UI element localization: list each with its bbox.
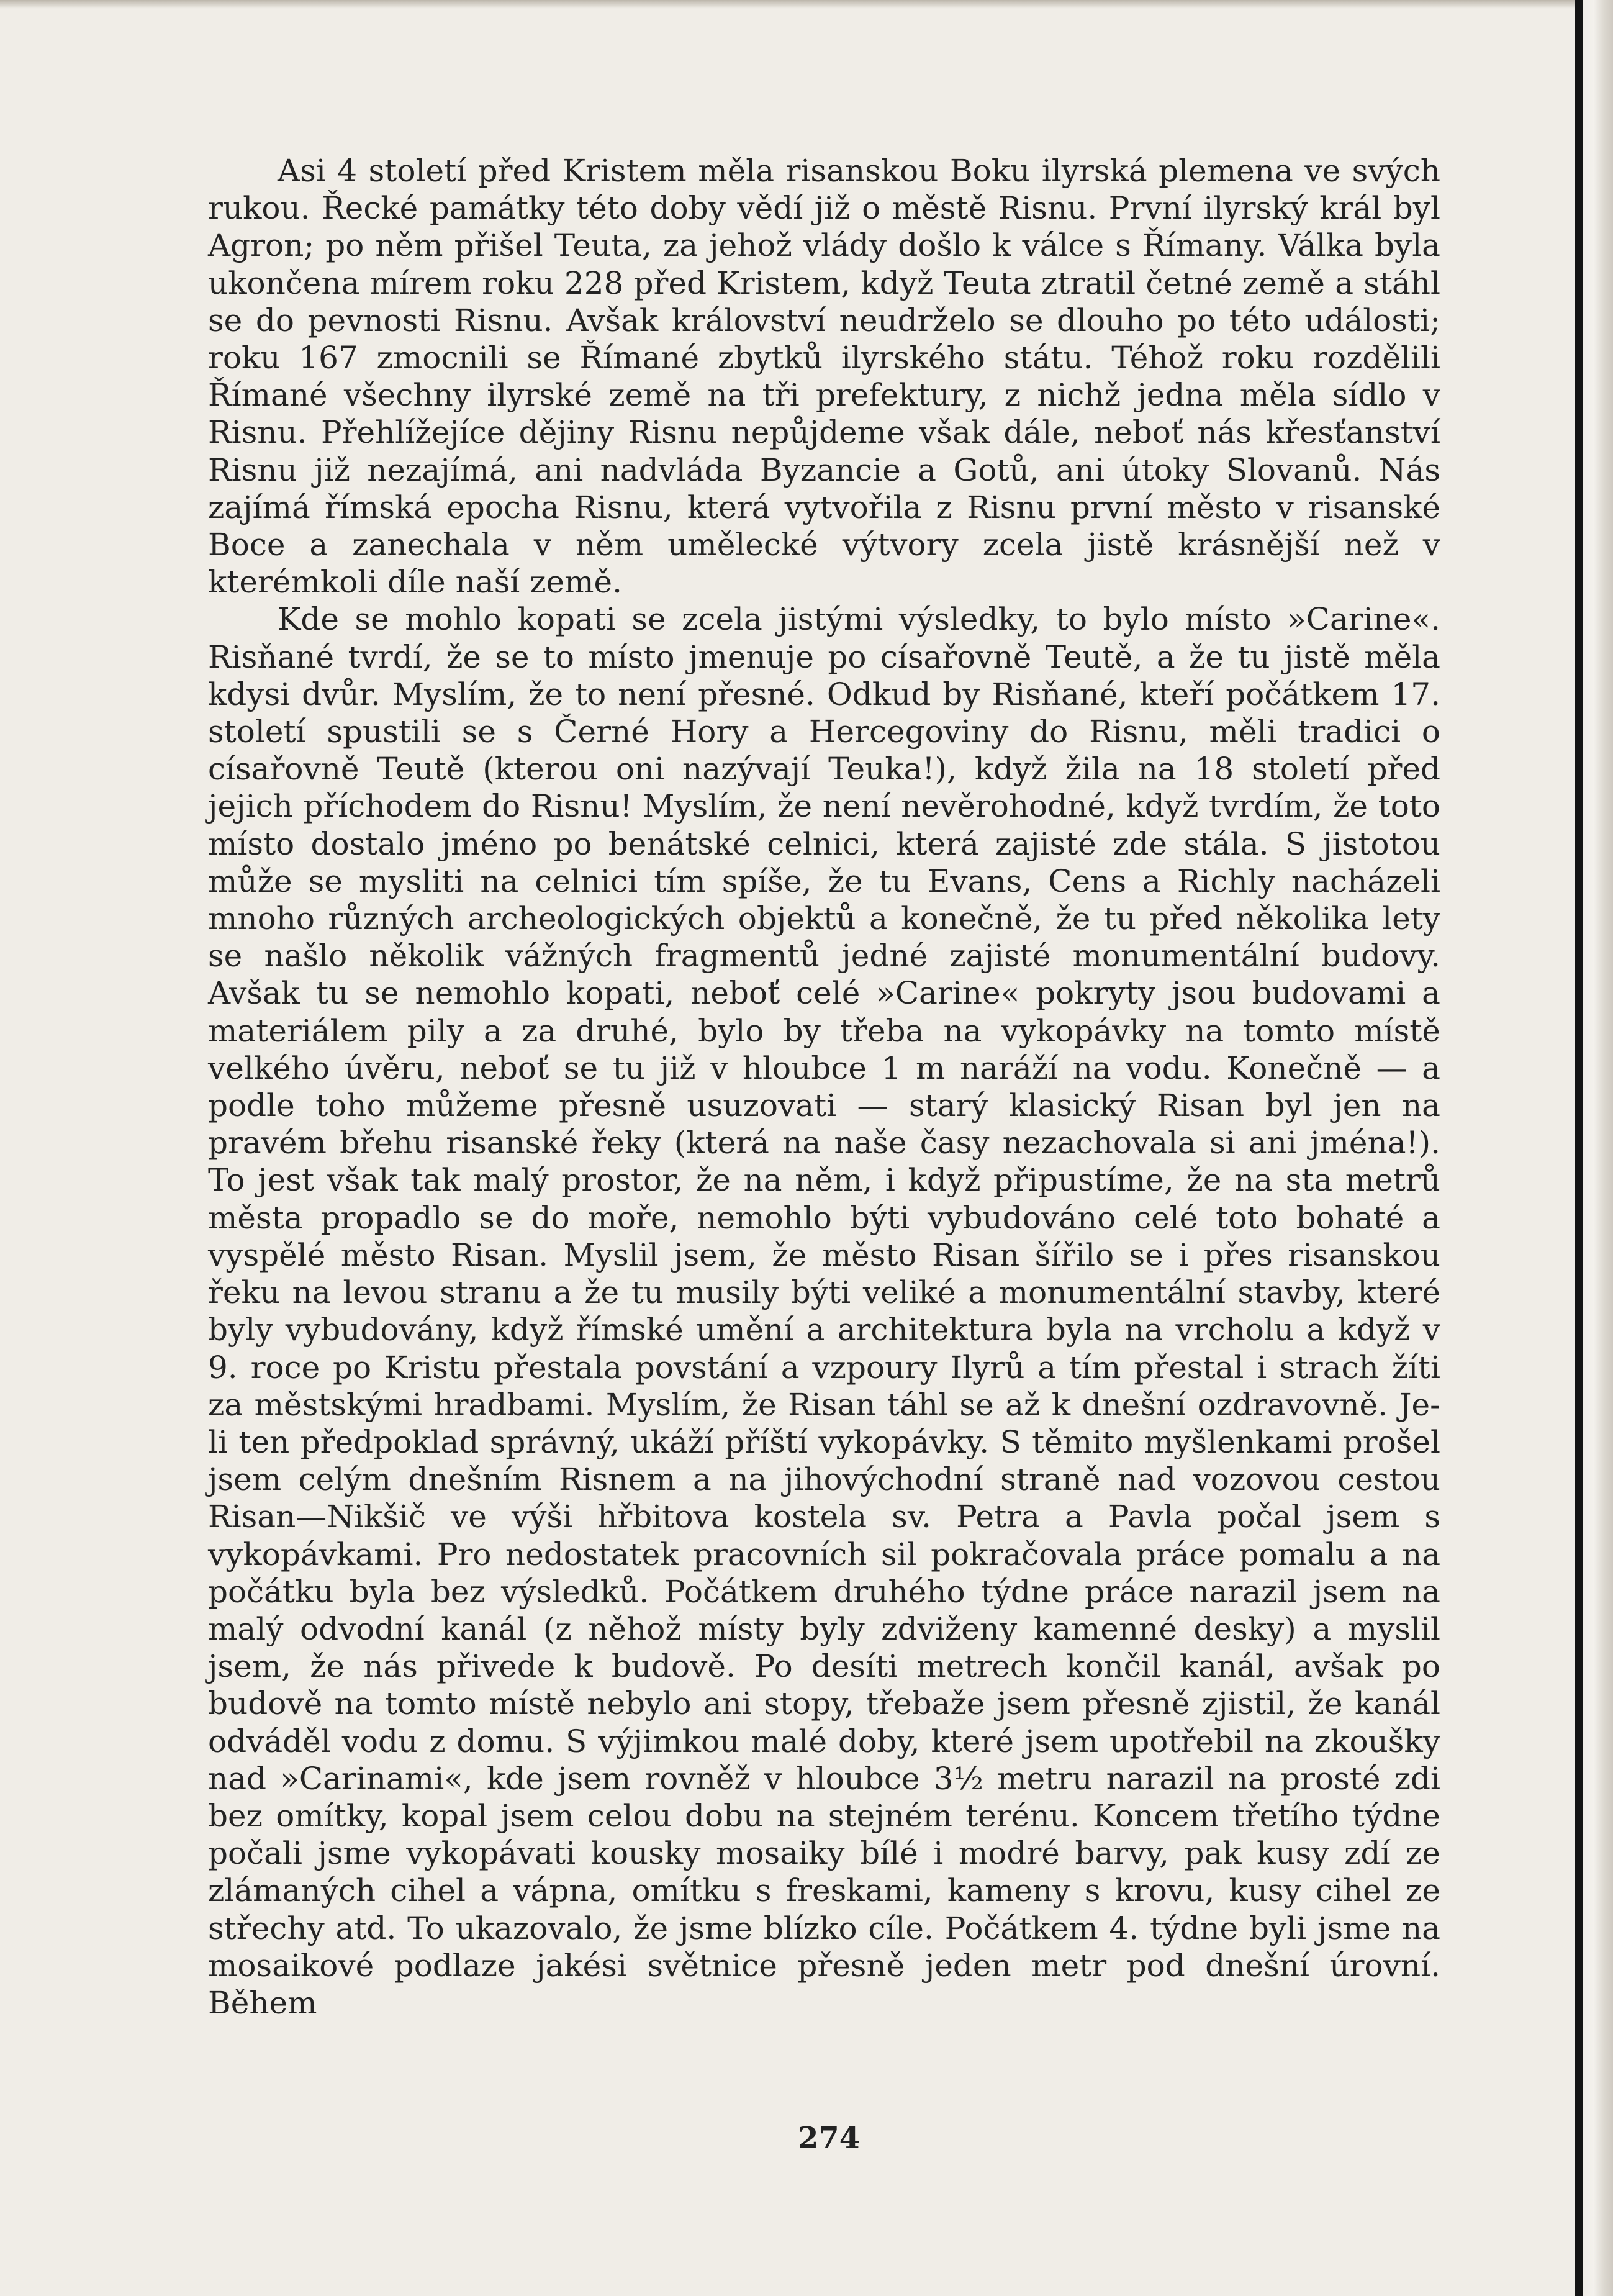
paragraph-2: Kde se mohlo kopati se zcela jistými výsledky, to bylo místo »Carine«. Risňané tvrdí, že se to místo jmenuje po císařovně Teutě, a že tu jistě měla kdysi dvůr. Myslím, že to není přesné. Odkud by Risňané, kteří počátkem 17. století spustili se s Černé Hory a Hercegoviny do Risnu, měli tradici o císařovně Teutě (kterou oni nazývají Teuka!), když žila na 18 století před jejich příchodem do Risnu! Myslím, že není nevěrohodné, když tvrdím, že toto místo dostalo jméno po benátské celnici, která zajisté zde stála. S jistotou může se mysliti na celnici tím spíše, že tu Evans, Cens a Richly nacházeli mnoho různých archeologických objektů a konečně, že tu před několika lety se našlo několik vážných fragmentů jedné zajisté monumentální budovy. Avšak tu se nemohlo kopati, neboť celé »Carine« pokryty jsou budovami a materiálem pily a za druhé, bylo by třeba na vykopávky na tomto místě velkého úvěru, neboť se tu již v hloubce 1 m naráží na vodu. Konečně — a podle toho můžeme přesně usuzovati — starý klasický Risan byl jen na pravém břehu risanské řeky (která na naše časy nezachovala si ani jména!). To jest však tak malý prostor, že na něm, i když připustíme, že na sta metrů města propadlo se do moře, nemohlo býti vybudováno celé toto bohaté a vyspělé město Risan. Myslil jsem, že město Risan šířilo se i přes risanskou řeku na levou stranu a že tu musily býti veliké a monumentální stavby, které byly vybudovány, když římské umění a architektura byla na vrcholu a když v 9. roce po Kristu přestala povstání a vzpoury Ilyrů a tím přestal i strach žíti za městskými hradbami. Myslím, že Risan táhl se až k dnešní ozdravovně. Je-li ten předpoklad správný, ukáží příští vykopávky. S těmito myšlenkami prošel jsem celým dnešním Risnem a na jihovýchodní straně nad vozovou cestou Risan—Nikšič ve výši hřbitova kostela sv. Petra a Pavla počal jsem s vykopávkami. Pro nedostatek pracovních sil pokračovala práce pomalu a na počátku byla bez výsledků. Počátkem druhého týdne práce narazil jsem na malý odvodní kanál (z něhož místy byly zdviženy kamenné desky) a myslil jsem, že nás přivede k budově. Po desíti metrech končil kanál, avšak po budově na tomto místě nebylo ani stopy, třebaže jsem přesně zjistil, že kanál odváděl vodu z domu. S výjimkou malé doby, které jsem upotřebil na zkoušky nad »Carinami«, kde jsem rovněž v hloubce 3½ metru narazil na prosté zdi bez omítky, kopal jsem celou dobu na stejném terénu. Koncem třetího týdne počali jsme vykopávati kousky mosaiky bílé i modré barvy, pak kusy zdí ze zlámaných cihel a vápna, omítku s freskami, kameny s krovu, kusy cihel ze střechy atd. To ukazovalo, že jsme blízko cíle. Počátkem 4. týdne byli jsme na mosaikové podlaze jakési světnice přesně jeden metr pod dnešní úrovní. Během — [208, 601, 1440, 2021]
body-text — [208, 152, 1440, 2021]
page-number: 274 — [797, 2121, 861, 2156]
page-top-shadow — [0, 0, 1575, 9]
paragraph-1: Asi 4 století před Kristem měla risanskou Boku ilyrská plemena ve svých rukou. Řecké památky této doby vědí již o městě Risnu. První ilyrský král byl Agron; po něm přišel Teuta, za jehož vlády došlo k válce s Římany. Válka byla ukončena mírem roku 228 před Kristem, když Teuta ztratil četné země a stáhl se do pevnosti Risnu. Avšak království neudrželo se dlouho po této události; roku 167 zmocnili se Římané zbytků ilyrského státu. Téhož roku rozdělili Římané všechny ilyrské země na tři prefektury, z nichž jedna měla sídlo v Risnu. Přehlížejíce dějiny Risnu nepůjdeme však dále, neboť nás křesťanství Risnu již nezajímá, ani nadvláda Byzancie a Gotů, ani útoky Slovanů. Nás zajímá římská epocha Risnu, která vytvořila z Risnu první město v risanské Boce a zanechala v něm umělecké výtvory zcela jistě krásnější než v kterémkoli díle naší země. — [208, 153, 1440, 601]
page-gutter — [1583, 0, 1613, 2296]
